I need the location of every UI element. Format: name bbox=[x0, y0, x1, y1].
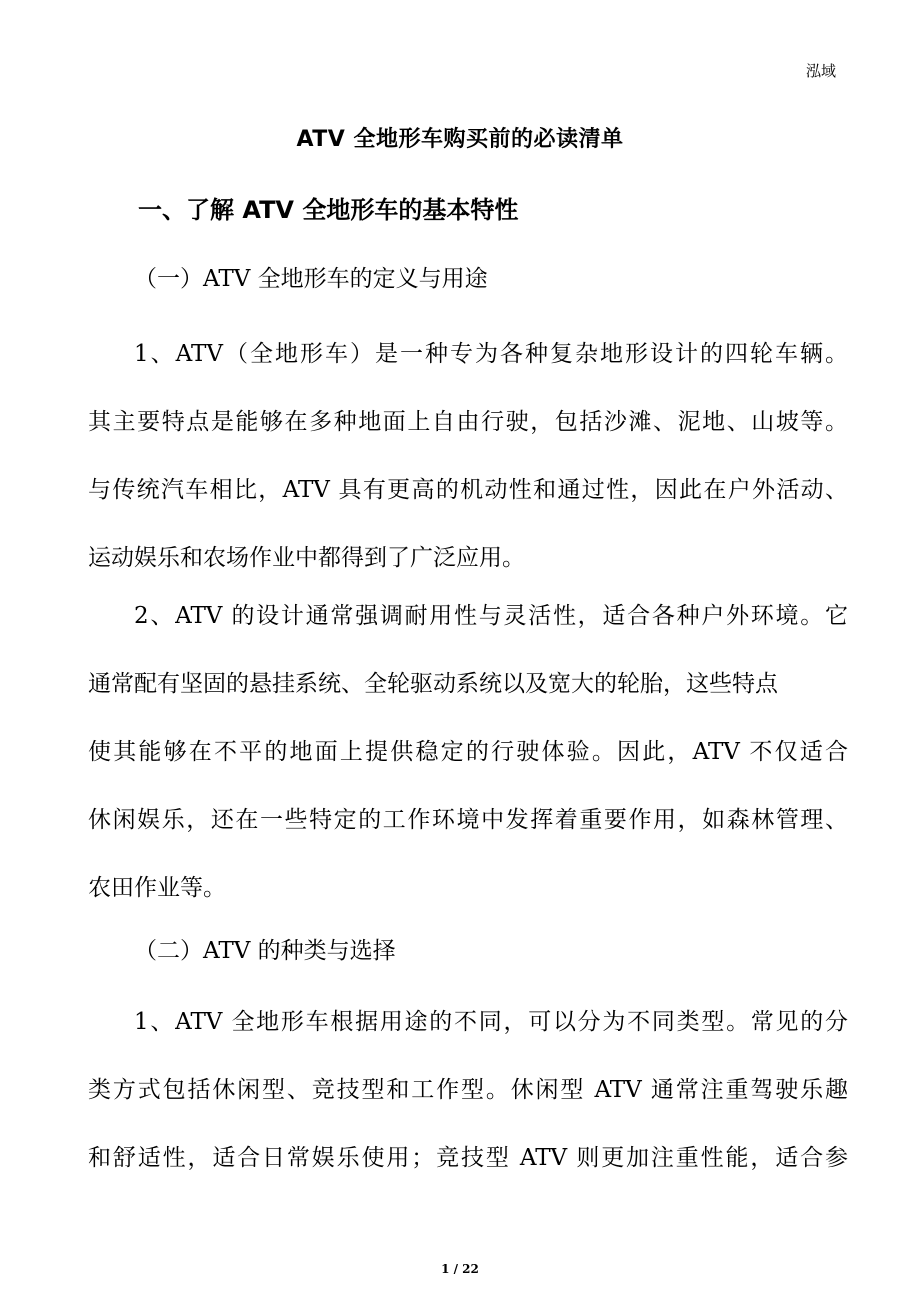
paragraph-1 bbox=[88, 320, 848, 592]
paragraph-line: 2、ATV 的设计通常强调耐用性与灵活性，适合各种户外环境。它 bbox=[134, 603, 848, 629]
paragraph-line: 通常配有坚固的悬挂系统、全轮驱动系统以及宽大的轮胎，这些特点 bbox=[88, 671, 778, 697]
paragraph-line: 与传统汽车相比，ATV 具有更高的机动性和通过性，因此在户外活动、 bbox=[88, 477, 848, 503]
paragraph-2 bbox=[88, 582, 848, 922]
paragraph-line: 和舒适性，适合日常娱乐使用；竞技型 ATV 则更加注重性能，适合参 bbox=[88, 1145, 848, 1171]
subsection-heading-1: （一）ATV 全地形车的定义与用途 bbox=[134, 266, 488, 292]
paragraph-line: 其主要特点是能够在多种地面上自由行驶，包括沙滩、泥地、山坡等。 bbox=[88, 409, 848, 435]
document-title: ATV 全地形车购买前的必读清单 bbox=[296, 127, 624, 152]
section-heading-1: 一、了解 ATV 全地形车的基本特性 bbox=[138, 196, 519, 224]
paragraph-line: 运动娱乐和农场作业中都得到了广泛应用。 bbox=[88, 545, 525, 571]
page-number: 1 / 22 bbox=[441, 1262, 479, 1276]
paragraph-line: 农田作业等。 bbox=[88, 875, 226, 901]
subsection-heading-2: （二）ATV 的种类与选择 bbox=[134, 938, 396, 964]
paragraph-line: 1、ATV（全地形车）是一种专为各种复杂地形设计的四轮车辆。 bbox=[134, 341, 848, 367]
header-brand: 泓域 bbox=[805, 62, 836, 80]
paragraph-line: 休闲娱乐，还在一些特定的工作环境中发挥着重要作用，如森林管理、 bbox=[88, 807, 848, 833]
paragraph-line: 使其能够在不平的地面上提供稳定的行驶体验。因此，ATV 不仅适合 bbox=[88, 739, 848, 765]
paragraph-line: 1、ATV 全地形车根据用途的不同，可以分为不同类型。常见的分 bbox=[134, 1009, 848, 1035]
paragraph-3 bbox=[88, 988, 848, 1192]
paragraph-line: 类方式包括休闲型、竞技型和工作型。休闲型 ATV 通常注重驾驶乐趣 bbox=[88, 1077, 848, 1103]
